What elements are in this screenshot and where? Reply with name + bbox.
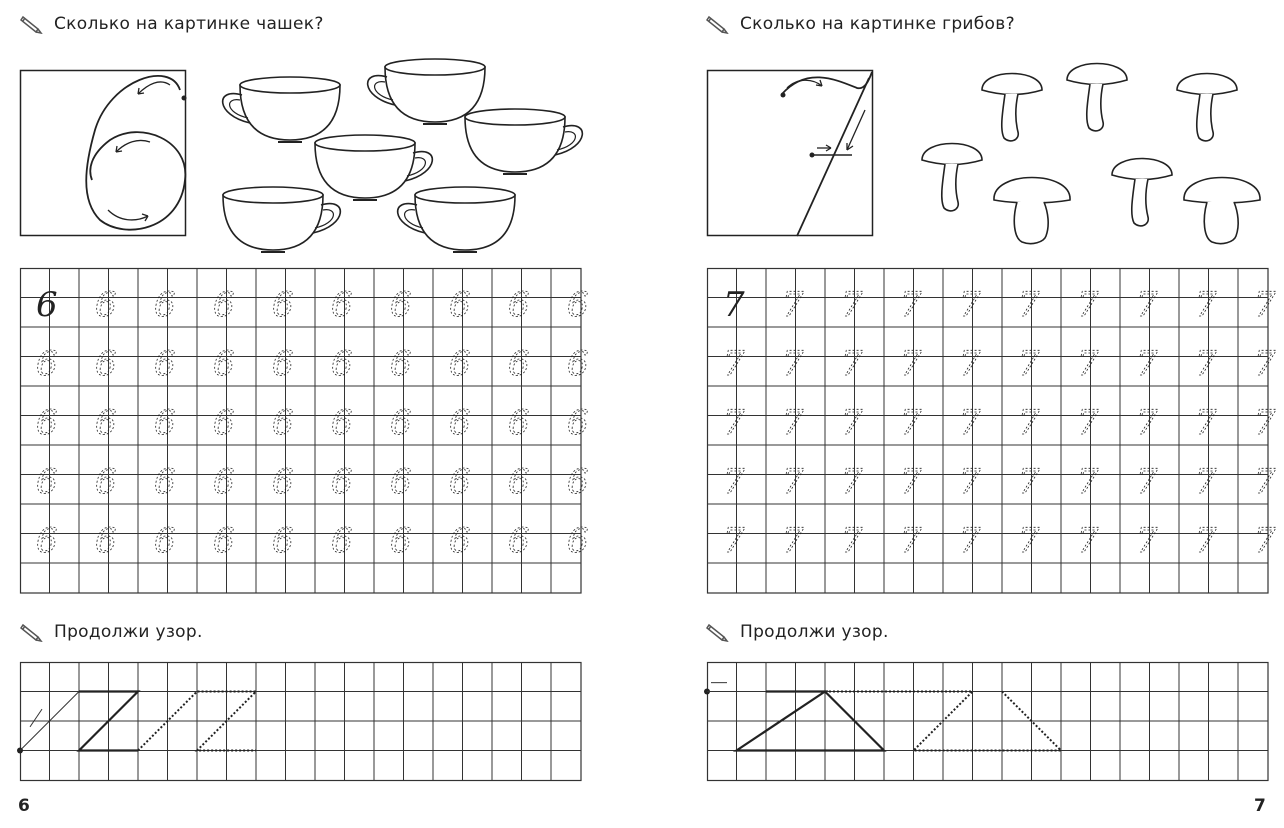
- task-count-mushrooms: [706, 14, 1015, 34]
- digit-trace[interactable]: 7: [782, 403, 804, 443]
- digit-trace[interactable]: 7: [1018, 344, 1040, 384]
- digit-trace[interactable]: 6: [272, 462, 294, 502]
- digit-trace[interactable]: 6: [390, 285, 412, 325]
- task-text: Продолжи узор.: [54, 622, 203, 642]
- digit-trace[interactable]: 6: [213, 521, 235, 561]
- digit-trace[interactable]: 7: [1136, 521, 1158, 561]
- task-text: Продолжи узор.: [740, 622, 889, 642]
- digit-trace[interactable]: 6: [154, 285, 176, 325]
- digit-trace[interactable]: 6: [95, 462, 117, 502]
- cup-icon: [223, 77, 340, 142]
- mushroom-icon: [1184, 178, 1260, 244]
- digit-trace[interactable]: 7: [1195, 403, 1217, 443]
- mushroom-icon: [994, 178, 1070, 244]
- digit-trace[interactable]: 6: [36, 285, 58, 325]
- digit-trace[interactable]: 7: [1136, 462, 1158, 502]
- digit-trace[interactable]: 7: [900, 462, 922, 502]
- digit-trace[interactable]: 6: [331, 344, 353, 384]
- digit-trace[interactable]: 6: [272, 403, 294, 443]
- digit-trace[interactable]: 6: [567, 285, 589, 325]
- digit-trace[interactable]: 7: [723, 403, 745, 443]
- digit-trace[interactable]: 7: [723, 344, 745, 384]
- page-number: 6: [18, 796, 30, 816]
- mushroom-icon: [1177, 74, 1237, 141]
- digit-trace[interactable]: 7: [1195, 462, 1217, 502]
- digit-trace[interactable]: 7: [900, 521, 922, 561]
- digit-trace[interactable]: 7: [1254, 285, 1276, 325]
- digit-trace[interactable]: 6: [154, 403, 176, 443]
- digit-7-practice-grid[interactable]: [707, 268, 1276, 593]
- digit-trace[interactable]: 6: [331, 403, 353, 443]
- digit-trace[interactable]: 6: [154, 521, 176, 561]
- cup-icon: [315, 135, 432, 200]
- digit-trace[interactable]: 6: [95, 521, 117, 561]
- digit-trace[interactable]: 7: [1136, 344, 1158, 384]
- digit-trace[interactable]: 7: [1254, 344, 1276, 384]
- digit-trace[interactable]: 6: [213, 344, 235, 384]
- digit-trace[interactable]: 6: [36, 462, 58, 502]
- digit-trace[interactable]: 7: [900, 403, 922, 443]
- task-continue-pattern: [706, 622, 889, 642]
- digit-trace[interactable]: 6: [449, 521, 471, 561]
- digit-trace[interactable]: 6: [390, 344, 412, 384]
- digit-trace[interactable]: 6: [508, 403, 530, 443]
- cup-icon: [398, 187, 515, 252]
- digit-trace[interactable]: 7: [841, 285, 863, 325]
- digit-trace[interactable]: 6: [567, 521, 589, 561]
- digit-trace[interactable]: 6: [95, 344, 117, 384]
- digit-trace[interactable]: 7: [1077, 285, 1099, 325]
- digit-trace[interactable]: 7: [1018, 403, 1040, 443]
- digit-6-writing-guide: [20, 70, 186, 236]
- digit-trace[interactable]: 6: [449, 403, 471, 443]
- digit-trace[interactable]: 7: [841, 403, 863, 443]
- digit-trace[interactable]: 6: [36, 344, 58, 384]
- digit-trace[interactable]: 7: [1254, 462, 1276, 502]
- digit-trace[interactable]: 6: [272, 285, 294, 325]
- digit-trace[interactable]: 7: [1077, 403, 1099, 443]
- mushrooms-picture: [897, 50, 1267, 260]
- pattern-grid[interactable]: [20, 662, 581, 780]
- digit-trace[interactable]: 7: [959, 462, 981, 502]
- digit-trace[interactable]: 6: [449, 462, 471, 502]
- digit-trace[interactable]: 6: [390, 462, 412, 502]
- digit-trace[interactable]: 7: [782, 285, 804, 325]
- digit-trace[interactable]: 6: [36, 521, 58, 561]
- digit-trace[interactable]: 7: [1195, 344, 1217, 384]
- digit-trace[interactable]: 7: [1018, 285, 1040, 325]
- digit-trace[interactable]: 7: [1195, 521, 1217, 561]
- digit-trace[interactable]: 7: [1077, 521, 1099, 561]
- mushroom-icon: [982, 74, 1042, 141]
- digit-trace[interactable]: 7: [900, 285, 922, 325]
- digit-trace[interactable]: 6: [213, 403, 235, 443]
- digit-trace[interactable]: 7: [841, 344, 863, 384]
- cups-picture: [215, 55, 595, 265]
- digit-trace[interactable]: 7: [1254, 403, 1276, 443]
- digit-trace[interactable]: 6: [567, 462, 589, 502]
- digit-trace[interactable]: 7: [782, 462, 804, 502]
- digit-trace[interactable]: 6: [508, 462, 530, 502]
- pencil-icon: [706, 14, 730, 34]
- digit-trace[interactable]: 6: [449, 285, 471, 325]
- digit-trace[interactable]: 7: [723, 462, 745, 502]
- mushroom-icon: [1067, 64, 1127, 131]
- digit-trace[interactable]: 6: [36, 403, 58, 443]
- digit-trace[interactable]: 6: [331, 462, 353, 502]
- page-number: 7: [1254, 796, 1266, 816]
- digit-trace[interactable]: 6: [272, 344, 294, 384]
- digit-trace[interactable]: 6: [508, 285, 530, 325]
- digit-trace[interactable]: 7: [959, 344, 981, 384]
- digit-trace[interactable]: 7: [959, 285, 981, 325]
- pencil-icon: [20, 622, 44, 642]
- mushroom-icon: [1112, 159, 1172, 226]
- digit-trace[interactable]: 7: [1077, 344, 1099, 384]
- task-count-cups: [20, 14, 324, 34]
- digit-trace[interactable]: 7: [1077, 462, 1099, 502]
- digit-trace[interactable]: 6: [331, 285, 353, 325]
- digit-trace[interactable]: 6: [449, 344, 471, 384]
- digit-trace[interactable]: 6: [213, 462, 235, 502]
- digit-trace[interactable]: 7: [841, 521, 863, 561]
- digit-trace[interactable]: 7: [723, 521, 745, 561]
- digit-trace[interactable]: 6: [95, 285, 117, 325]
- digit-trace[interactable]: 7: [1254, 521, 1276, 561]
- digit-7-writing-guide: [707, 70, 873, 236]
- pencil-icon: [20, 14, 44, 34]
- digit-trace[interactable]: 7: [959, 521, 981, 561]
- right-page: [642, 0, 1284, 828]
- digit-trace[interactable]: 6: [508, 344, 530, 384]
- digit-trace[interactable]: 7: [900, 344, 922, 384]
- digit-trace[interactable]: 6: [272, 521, 294, 561]
- digit-trace[interactable]: 6: [331, 521, 353, 561]
- digit-trace[interactable]: 7: [1018, 521, 1040, 561]
- digit-trace[interactable]: 6: [390, 521, 412, 561]
- task-text: Сколько на картинке грибов?: [740, 14, 1015, 34]
- digit-trace[interactable]: 7: [1136, 403, 1158, 443]
- digit-trace[interactable]: 6: [390, 403, 412, 443]
- digit-trace[interactable]: 6: [567, 344, 589, 384]
- digit-trace[interactable]: 7: [1195, 285, 1217, 325]
- digit-trace[interactable]: 6: [567, 403, 589, 443]
- digit-trace[interactable]: 7: [841, 462, 863, 502]
- digit-trace[interactable]: 7: [1018, 462, 1040, 502]
- digit-trace[interactable]: 7: [1136, 285, 1158, 325]
- cup-icon: [465, 109, 582, 174]
- mushroom-icon: [922, 144, 982, 211]
- pattern-grid[interactable]: [707, 662, 1268, 780]
- digit-trace[interactable]: 6: [95, 403, 117, 443]
- task-text: Сколько на картинке чашек?: [54, 14, 324, 34]
- digit-trace[interactable]: 7: [959, 403, 981, 443]
- task-continue-pattern: [20, 622, 203, 642]
- digit-trace[interactable]: 6: [213, 285, 235, 325]
- digit-trace[interactable]: 7: [782, 521, 804, 561]
- cup-icon: [223, 187, 340, 252]
- digit-trace[interactable]: 7: [782, 344, 804, 384]
- digit-6-practice-grid[interactable]: [20, 268, 589, 593]
- pencil-icon: [706, 622, 730, 642]
- digit-trace[interactable]: 6: [154, 462, 176, 502]
- digit-trace[interactable]: 7: [723, 285, 745, 325]
- digit-trace[interactable]: 6: [154, 344, 176, 384]
- digit-trace[interactable]: 6: [508, 521, 530, 561]
